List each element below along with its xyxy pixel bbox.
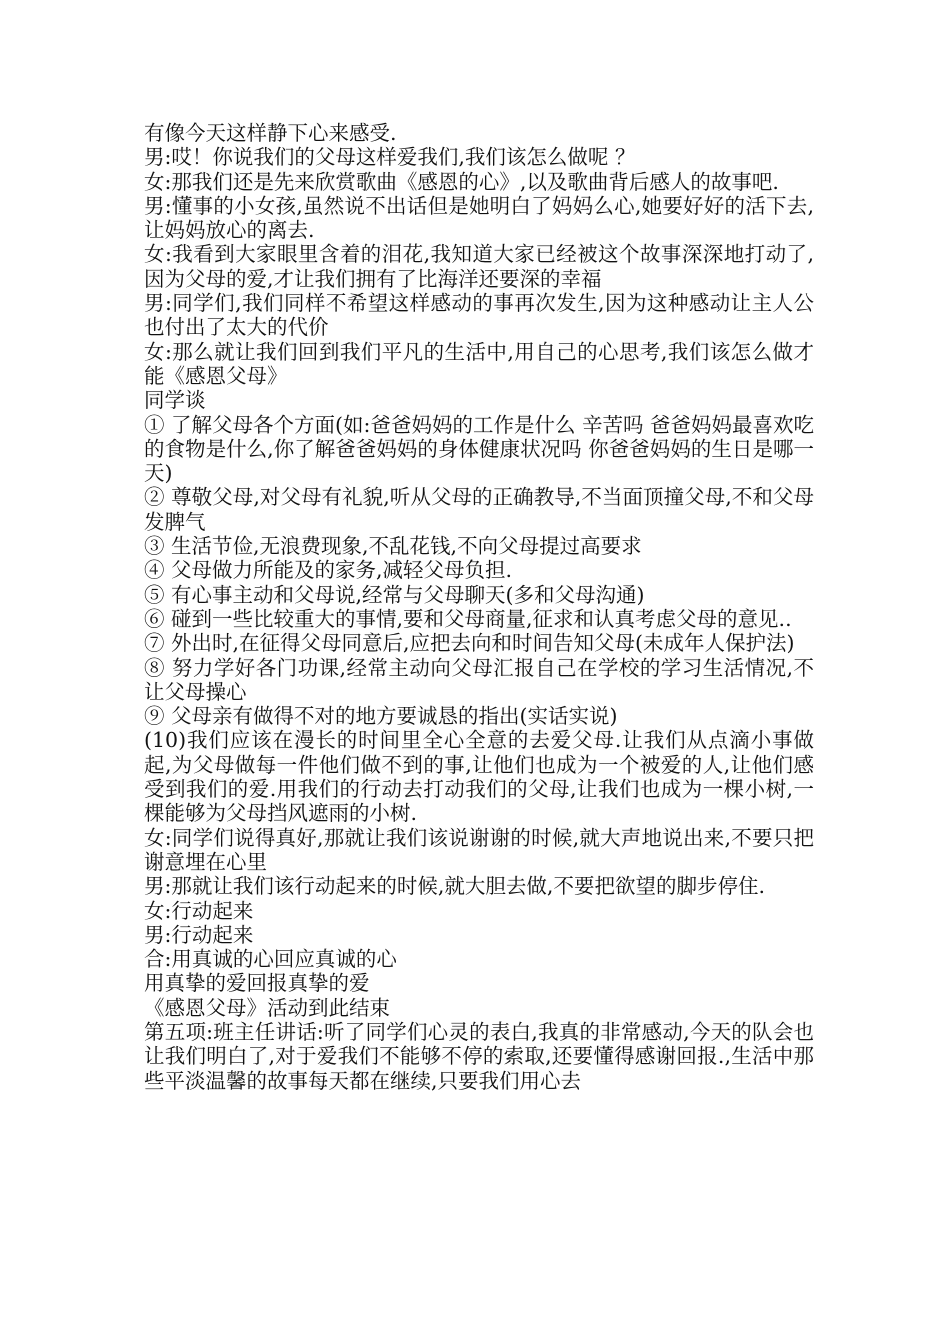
paragraph: 男:行动起来 — [144, 922, 254, 947]
paragraph: 男:同学们,我们同样不希望这样感动的事再次发生,因为这种感动让主人公也付出了太大的代价 — [144, 291, 814, 340]
paragraph: 女:同学们说得真好,那就让我们该说谢谢的时候,就大声地说出来,不要只把谢意埋在心里 — [144, 825, 814, 874]
paragraph: 男:懂事的小女孩,虽然说不出话但是她明白了妈妈么心,她要好好的活下去,让妈妈放心的离去. — [144, 193, 814, 243]
paragraph: 《感恩父母》活动到此结束 — [144, 995, 390, 1020]
list-item: ⑧ 努力学好各门功课,经常主动向父母汇报自己在学校的学习生活情况,不让父母操心 — [144, 655, 814, 704]
list-item: ③ 生活节俭,无浪费现象,不乱花钱,不向父母提过高要求 — [144, 534, 642, 559]
paragraph: 男:那就让我们该行动起来的时候,就大胆去做,不要把欲望的脚步停住. — [144, 874, 765, 899]
list-item: ② 尊敬父母,对父母有礼貌,听从父母的正确教导,不当面顶撞父母,不和父母发脾气 — [144, 485, 814, 534]
list-item: ⑦ 外出时,在征得父母同意后,应把去向和时间告知父母(未成年人保护法) — [144, 631, 795, 656]
paragraph: 女:行动起来 — [144, 898, 254, 923]
paragraph: 女:那我们还是先来欣赏歌曲《感恩的心》,以及歌曲背后感人的故事吧. — [144, 169, 779, 194]
list-item: ⑨ 父母亲有做得不对的地方要诚恳的指出(实话实说) — [144, 704, 618, 729]
paragraph: 男:哎！你说我们的父母这样爱我们,我们该怎么做呢 ？ — [144, 145, 636, 170]
list-item: ⑤ 有心事主动和父母说,经常与父母聊天(多和父母沟通) — [144, 582, 645, 607]
paragraph: 用真挚的爱回报真挚的爱 — [144, 971, 370, 996]
paragraph: 有像今天这样静下心来感受. — [144, 121, 397, 145]
document-body — [144, 121, 814, 1093]
list-item: ⑥ 碰到一些比较重大的事情,要和父母商量,征求和认真考虑父母的意见.. — [144, 606, 792, 631]
section-heading: 同学谈 — [144, 388, 206, 413]
list-item: (10)我们应该在漫长的时间里全心全意的去爱父母.让我们从点滴小事做起,为父母做每一件他们做不到的事,让他们也成为一个被爱的人,让他们感受到我们的爱.用我们的行动去打动我们的父母,让我们也成为一棵小树,一棵能够为父母挡风遮雨的小树. — [144, 728, 814, 826]
list-item: ④ 父母做力所能及的家务,减轻父母负担. — [144, 558, 513, 583]
list-item: ① 了解父母各个方面(如:爸爸妈妈的工作是什么 辛苦吗 爸爸妈妈最喜欢吃的食物是什么,你了解爸爸妈妈的身体健康状况吗 你爸爸妈妈的生日是哪一天) — [144, 412, 814, 486]
paragraph: 合:用真诚的心回应真诚的心 — [144, 947, 397, 972]
paragraph: 第五项:班主任讲话:听了同学们心灵的表白,我真的非常感动,今天的队会也让我们明白了,对于爱我们不能够不停的索取,还要懂得感谢回报.,生活中那些平淡温馨的故事每天都在继续,只要我们用心去 — [144, 1019, 814, 1093]
paragraph: 女:那么就让我们回到我们平凡的生活中,用自己的心思考,我们该怎么做才能《感恩父母》 — [144, 339, 814, 388]
paragraph: 女:我看到大家眼里含着的泪花,我知道大家已经被这个故事深深地打动了,因为父母的爱,才让我们拥有了比海洋还要深的幸福 — [144, 242, 814, 291]
